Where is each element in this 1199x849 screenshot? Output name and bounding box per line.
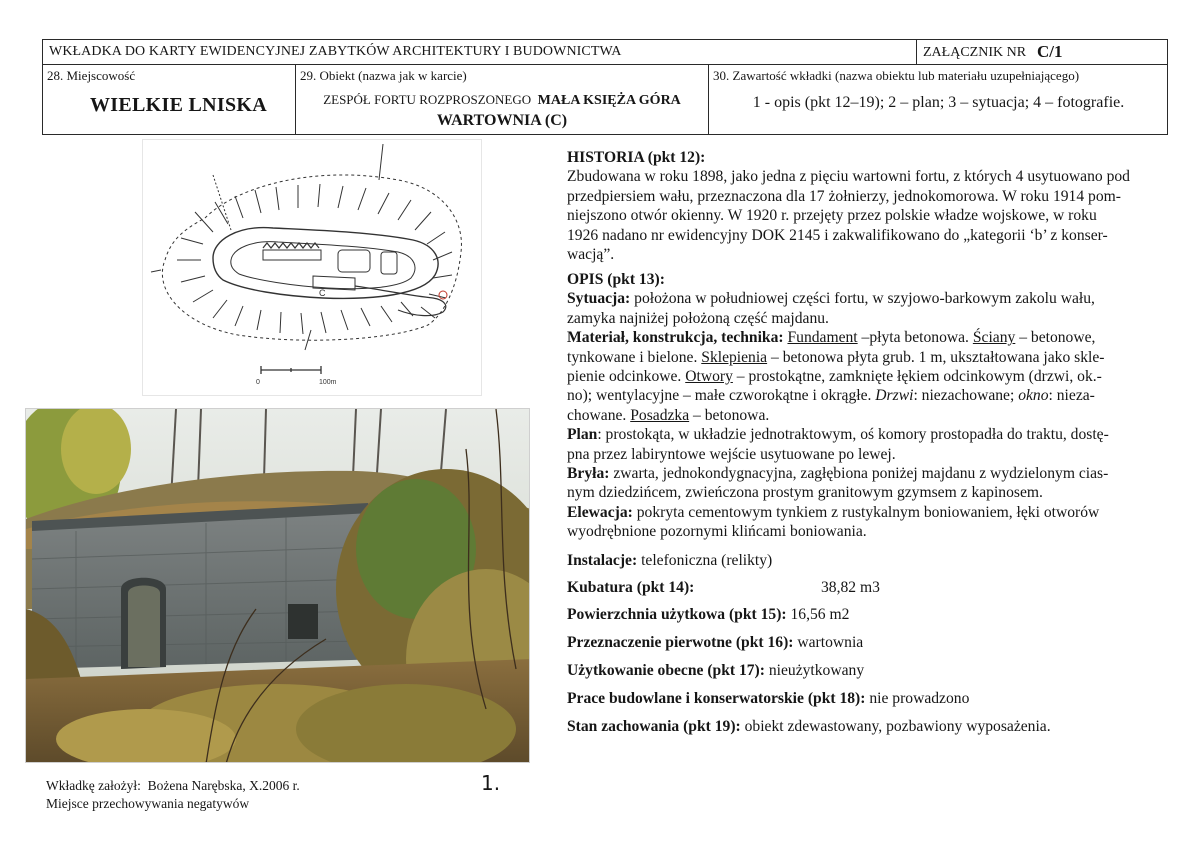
material-foundation: Fundament bbox=[787, 329, 858, 347]
guardhouse-photo bbox=[25, 408, 530, 763]
material-line bbox=[567, 328, 1162, 347]
card-title: WKŁADKA DO KARTY EWIDENCYJNEJ ZABYTKÓW ARCHITEKTURY I BUDOWNICTWA bbox=[49, 44, 622, 59]
history-line: przedpiersiem wału, przeznaczona dla 17 żołnierzy, jednokomorowa. W roku 1914 pom- bbox=[567, 187, 1121, 205]
material-text: – betonowa płyta grub. 1 m, ukształtowana jako skle- bbox=[771, 348, 1105, 366]
attachment-number: C/1 bbox=[1037, 42, 1063, 61]
material-openings: Otwory bbox=[685, 368, 733, 386]
plan-line bbox=[567, 425, 1162, 444]
object-name-line1 bbox=[296, 92, 708, 109]
field-label: Powierzchnia użytkowa (pkt 15): bbox=[567, 606, 787, 623]
attachment-cell bbox=[916, 40, 1169, 64]
contents-label: 30. Zawartość wkładki (nazwa obiektu lub materiału uzupełniającego) bbox=[713, 68, 1080, 83]
material-text: : nieza- bbox=[1048, 387, 1095, 405]
field-label: Prace budowlane i konserwatorskie (pkt 18): bbox=[567, 690, 866, 707]
elevation-text: pokryta cementowym tynkiem z rustykalnym boniowaniem, łęki otworów bbox=[636, 503, 1100, 521]
material-floor: Posadzka bbox=[630, 406, 690, 424]
plan-scale-start: 0 bbox=[256, 379, 260, 386]
original-purpose-field bbox=[567, 634, 863, 652]
history-line: 1926 nadano nr ewidencyjny DOK 2145 i zakwalifikowano do „kategorii ‘b’ z konser- bbox=[567, 226, 1108, 244]
plan-label: Plan bbox=[567, 426, 598, 444]
current-use-field bbox=[567, 662, 864, 680]
author-line bbox=[46, 778, 300, 794]
page-number: 1. bbox=[481, 771, 501, 795]
field-label: Stan zachowania (pkt 19): bbox=[567, 718, 741, 735]
material-label: Materiał, konstrukcja, technika: bbox=[567, 329, 784, 347]
contents-cell bbox=[709, 64, 1168, 135]
plan-text: : prostokąta, w układzie jednotraktowym, oś komory prostopadła do traktu, dostę- bbox=[597, 426, 1109, 444]
elevation-line bbox=[567, 503, 1162, 522]
massing-text: zwarta, jednokondygnacyjna, zagłębiona poniżej majdanu z wydzielonym cias- bbox=[613, 465, 1109, 483]
installations-field bbox=[567, 552, 772, 570]
material-text: – betonowa. bbox=[693, 406, 770, 424]
history-line: Zbudowana w roku 1898, jako jedna z pięciu wartowni fortu, z których 4 usytuowano pod bbox=[567, 168, 1130, 186]
massing-line: nym dziedzińcem, zwieńczona prostym granitowym gzymsem z kapinosem. bbox=[567, 484, 1043, 502]
author-label: Wkładkę założył: bbox=[46, 778, 141, 793]
situation-line: zamyka najniżej położoną część majdanu. bbox=[567, 309, 829, 327]
material-window: okno bbox=[1018, 387, 1049, 405]
material-line bbox=[567, 348, 1162, 367]
object-name-prefix: ZESPÓŁ FORTU ROZPROSZONEGO bbox=[323, 92, 532, 107]
material-text: tynkowane i bielone. bbox=[567, 348, 698, 366]
field-value: obiekt zdewastowany, pozbawiony wyposażenia. bbox=[744, 718, 1051, 735]
header-title-row bbox=[43, 40, 1167, 65]
object-label: 29. Obiekt (nazwa jak w karcie) bbox=[300, 68, 467, 83]
locality-label: 28. Miejscowość bbox=[47, 68, 136, 83]
description-heading: OPIS (pkt 13): bbox=[567, 271, 665, 288]
material-line bbox=[567, 386, 1162, 405]
object-name-line2: WARTOWNIA (C) bbox=[436, 112, 568, 129]
locality-cell bbox=[43, 64, 296, 135]
material-walls: Ściany bbox=[972, 329, 1016, 347]
usable-area-field bbox=[567, 606, 849, 624]
object-cell bbox=[296, 64, 709, 135]
fort-plan-svg bbox=[143, 140, 483, 397]
fort-plan-drawing bbox=[142, 139, 482, 396]
locality-value: WIELKIE LNISKA bbox=[90, 94, 268, 116]
attachment-label: ZAŁĄCZNIK NR bbox=[923, 45, 1027, 60]
field-value: nieużytkowany bbox=[768, 662, 865, 679]
material-line bbox=[567, 406, 1162, 425]
guardhouse-photo-svg bbox=[26, 409, 530, 763]
field-label: Przeznaczenie pierwotne (pkt 16): bbox=[567, 634, 794, 651]
situation-text: położona w południowej części fortu, w szyjowo-barkowym zakolu wału, bbox=[634, 290, 1095, 308]
history-heading: HISTORIA (pkt 12): bbox=[567, 149, 706, 166]
elevation-label: Elewacja: bbox=[567, 503, 633, 521]
material-vaults: Sklepienia bbox=[701, 348, 768, 366]
material-text: : niezachowane; bbox=[913, 387, 1015, 405]
object-name-fort: MAŁA KSIĘŻA GÓRA bbox=[537, 93, 681, 108]
condition-field bbox=[567, 718, 1051, 736]
material-text: – prostokątne, zamknięte łękiem odcinkowym (drzwi, ok.- bbox=[736, 368, 1102, 386]
field-label: Kubatura (pkt 14): bbox=[567, 579, 695, 596]
history-line: niejszono otwór okienny. W 1920 r. przejęty przez polskie władze wojskowe, w roku bbox=[567, 207, 1097, 225]
works-field bbox=[567, 690, 969, 708]
field-label: Użytkowanie obecne (pkt 17): bbox=[567, 662, 765, 679]
field-value: 16,56 m2 bbox=[790, 606, 850, 623]
material-line bbox=[567, 367, 1162, 386]
material-text: pienie odcinkowe. bbox=[567, 368, 682, 386]
material-text: chowane. bbox=[567, 406, 627, 424]
plan-line: pna przez labiryntowe wejście usytuowane po lewej. bbox=[567, 445, 896, 463]
field-label: Instalacje: bbox=[567, 552, 638, 569]
history-section bbox=[567, 148, 1162, 264]
material-foundation-text: –płyta betonowa. bbox=[861, 329, 969, 347]
massing-line bbox=[567, 464, 1162, 483]
situation-line bbox=[567, 289, 1162, 308]
field-value: wartownia bbox=[797, 634, 864, 651]
field-value: nie prowadzono bbox=[869, 690, 970, 707]
negatives-location: Miejsce przechowywania negatywów bbox=[46, 796, 250, 811]
plan-scale-end: 100m bbox=[319, 379, 337, 386]
elevation-line: wyodrębnione pozornymi klińcami boniowania. bbox=[567, 523, 867, 541]
header-table bbox=[42, 39, 1168, 135]
description-section bbox=[567, 270, 1162, 542]
contents-value: 1 - opis (pkt 12–19); 2 – plan; 3 – sytuacja; 4 – fotografie. bbox=[752, 94, 1125, 111]
plan-building-label: C bbox=[319, 288, 326, 298]
field-value: telefoniczna (relikty) bbox=[641, 552, 773, 569]
volume-field bbox=[567, 579, 1167, 597]
field-value: 38,82 m3 bbox=[821, 579, 880, 596]
author-value: Bożena Narębska, X.2006 r. bbox=[147, 778, 300, 793]
material-doors: Drzwi bbox=[875, 387, 914, 405]
material-walls-text: – betonowe, bbox=[1019, 329, 1096, 347]
situation-label: Sytuacja: bbox=[567, 290, 631, 308]
history-line: wacją”. bbox=[567, 246, 615, 264]
material-text: no); wentylacyjne – małe czworokątne i okrągłe. bbox=[567, 387, 872, 405]
massing-label: Bryła: bbox=[567, 465, 610, 483]
